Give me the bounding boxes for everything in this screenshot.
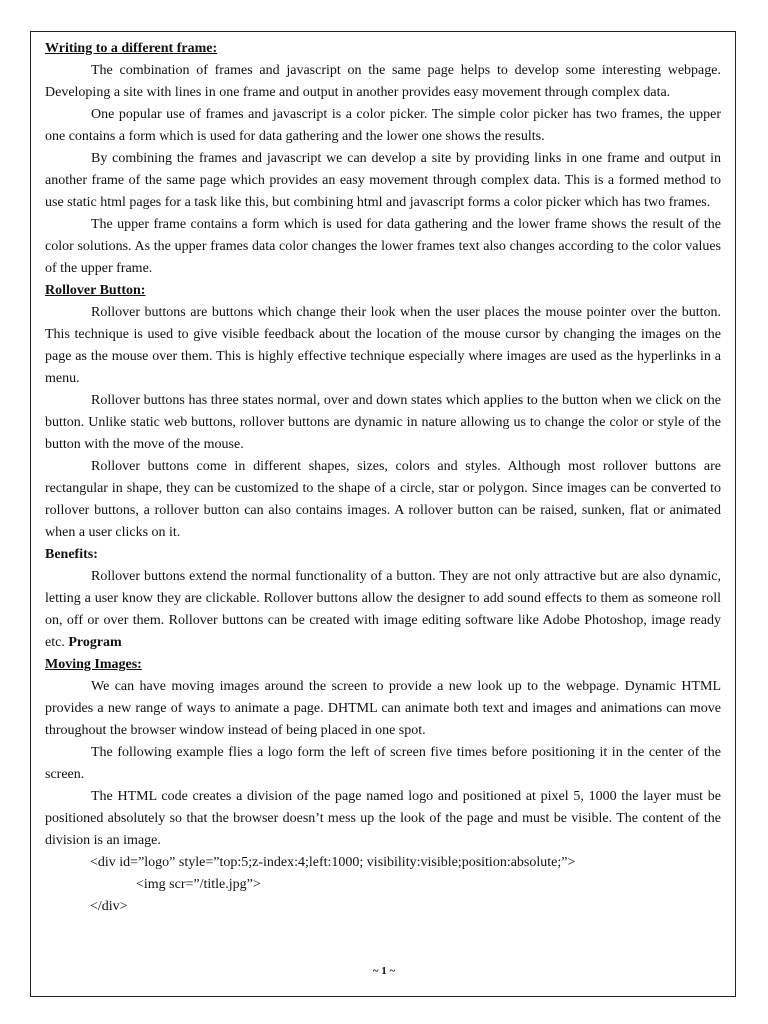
paragraph: Rollover buttons are buttons which change their look when the user places the mouse pointer over the button. This technique is used to give visible feedback about the location of the mouse cursor by changing the images on the page as the mouse over them. This is highly effective technique especially where images are used as the hyperlinks in a menu.	[45, 305, 721, 386]
heading-benefits: Benefits:	[45, 547, 98, 562]
code-line: <div id=”logo” style=”top:5;z-index:4;left:1000; visibility:visible;position:absolute;”>	[90, 855, 576, 870]
program-label: Program	[68, 635, 122, 650]
paragraph: By combining the frames and javascript we can develop a site by providing links in one frame and output in another frame of the same page which provides an easy movement through complex data. This is a formed method to use static html pages for a task like this, but combining html and javascript forms a color picker which has two frames.	[45, 151, 721, 210]
paragraph: The following example flies a logo form the left of screen five times before positioning it in the center of the screen.	[45, 745, 721, 782]
heading-writing-to-frame: Writing to a different frame:	[45, 41, 218, 56]
paragraph: Rollover buttons come in different shapes, sizes, colors and styles. Although most rollover buttons are rectangular in shape, they can be customized to the shape of a circle, star or polygon. Since images can be converted to rollover buttons, a rollover button can also contains images. A rollover button can be raised, sunken, flat or animated when a user clicks on it.	[45, 459, 721, 540]
paragraph: The HTML code creates a division of the page named logo and positioned at pixel 5, 1000 the layer must be positioned absolutely so that the browser doesn’t mess up the look of the page and must be visible. The content of the division is an image.	[45, 789, 721, 848]
document-body	[45, 38, 721, 918]
code-line: <img scr=”/title.jpg”>	[136, 877, 261, 892]
paragraph: One popular use of frames and javascript is a color picker. The simple color picker has two frames, the upper one contains a form which is used for data gathering and the lower one shows the results.	[45, 107, 721, 144]
code-line: </div>	[90, 899, 128, 914]
paragraph: The combination of frames and javascript on the same page helps to develop some interesting webpage. Developing a site with lines in one frame and output in another provides easy movement through complex data.	[45, 63, 721, 100]
paragraph: Rollover buttons has three states normal, over and down states which applies to the button when we click on the button. Unlike static web buttons, rollover buttons are dynamic in nature allowing us to change the color or style of the button with the move of the mouse.	[45, 393, 721, 452]
heading-moving-images: Moving Images:	[45, 657, 142, 672]
paragraph	[45, 566, 721, 654]
page-number: ~ 1 ~	[372, 965, 396, 977]
paragraph: We can have moving images around the screen to provide a new look up to the webpage. Dynamic HTML provides a new range of ways to animate a page. DHTML can animate both text and images and animations can move throughout the browser window instead of being placed in one spot.	[45, 679, 721, 738]
heading-rollover-button: Rollover Button:	[45, 283, 146, 298]
paragraph-text: Rollover buttons extend the normal functionality of a button. They are not only attractive but are also dynamic, letting a user know they are clickable. Rollover buttons allow the designer to add sound effects to them as someone roll on, off or over them. Rollover buttons can be created with image editing software like Adobe Photoshop, image ready etc.	[45, 569, 721, 650]
paragraph: The upper frame contains a form which is used for data gathering and the lower frame shows the result of the color solutions. As the upper frames data color changes the lower frames text also changes according to the color values of the upper frame.	[45, 217, 721, 276]
